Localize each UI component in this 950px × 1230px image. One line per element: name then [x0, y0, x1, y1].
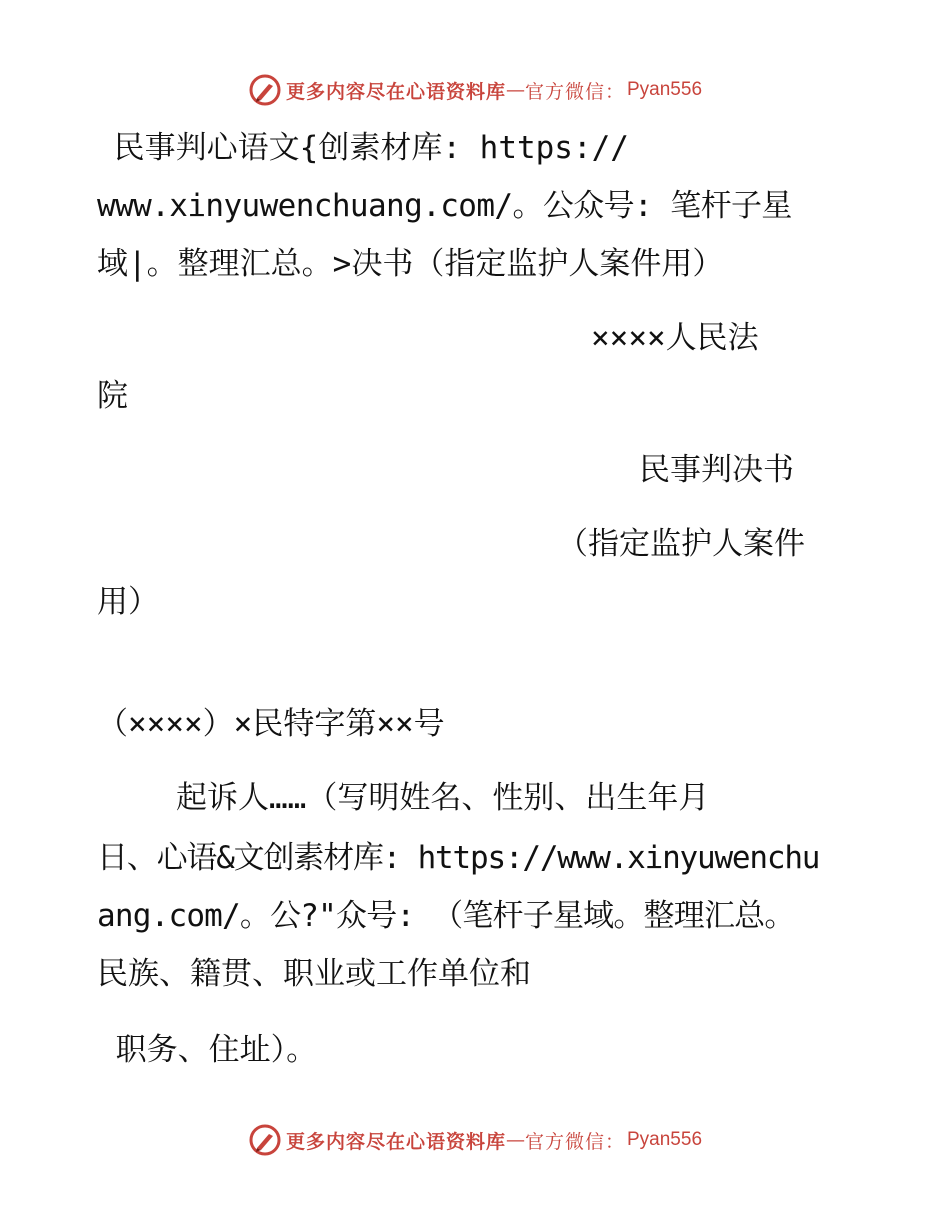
plaintiff-line-2: 日、心语&文创素材库: https://www.xinyuwenchu	[97, 840, 820, 876]
banner-wechat-id: Pyan556	[627, 1129, 703, 1150]
banner-separator: —	[505, 79, 525, 101]
plaintiff-line-4: 民族、籍贯、职业或工作单位和	[97, 956, 531, 992]
footer-watermark-banner	[0, 1120, 950, 1160]
banner-wechat-label: 官方微信：	[524, 80, 625, 103]
court-name-line: ××××人民法	[591, 320, 759, 356]
court-name-line-cont: 院	[97, 378, 128, 414]
banner-main-text: 更多内容尽在心语资料库	[285, 80, 506, 103]
pen-circle-logo-icon	[248, 1123, 282, 1157]
body-line-1: 民事判心语文{创素材库: https://	[95, 130, 629, 166]
banner-separator: —	[505, 1129, 525, 1151]
pen-circle-logo-icon	[248, 73, 282, 107]
banner-wechat-id: Pyan556	[627, 79, 703, 100]
document-title: 民事判决书	[639, 452, 794, 488]
document-subtitle: （指定监护人案件	[557, 526, 805, 562]
body-line-3: 域|。整理汇总。>决书（指定监护人案件用）	[97, 246, 724, 282]
plaintiff-line-5: 职务、住址）。	[97, 1032, 318, 1068]
document-subtitle-cont: 用）	[97, 584, 159, 620]
banner-main-text: 更多内容尽在心语资料库	[285, 1130, 506, 1153]
case-number: （××××）×民特字第××号	[97, 706, 445, 742]
plaintiff-line-1: 起诉人……（写明姓名、性别、出生年月	[176, 780, 710, 816]
body-line-2: www.xinyuwenchuang.com/。公众号: 笔杆子星	[97, 188, 792, 224]
banner-wechat-label: 官方微信：	[524, 1130, 625, 1153]
header-watermark-banner	[0, 70, 950, 110]
plaintiff-line-3: ang.com/。公?"众号: （笔杆子星域。整理汇总。	[97, 898, 795, 934]
